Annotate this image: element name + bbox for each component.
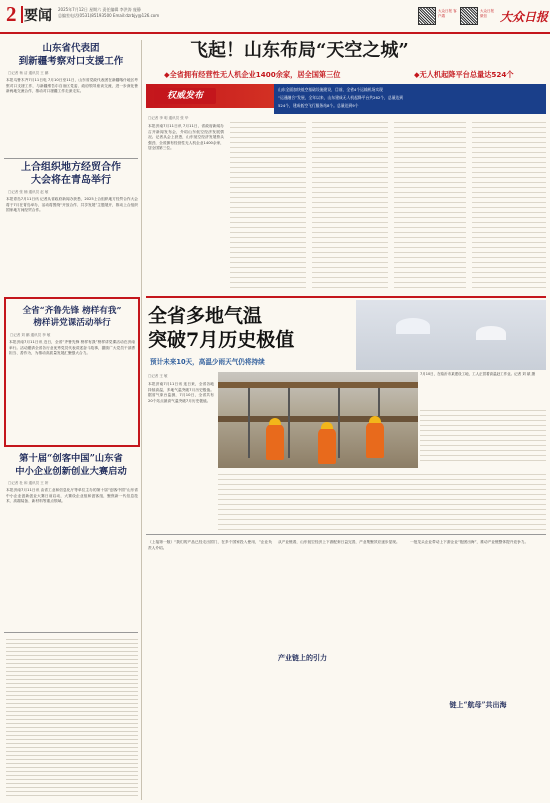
article-title-line: 中小企业创新创业大赛启动 bbox=[15, 466, 127, 477]
header-meta bbox=[58, 7, 258, 19]
construction-photo bbox=[218, 372, 418, 468]
bottom-body-col3 bbox=[410, 540, 546, 796]
article-title-line: 全省“齐鲁先锋 榜样有我” bbox=[22, 306, 122, 316]
diamond-bullet-icon: ◆ bbox=[164, 70, 170, 79]
weather-body-col3 bbox=[420, 406, 546, 464]
article-title-line: 山东省代表团 bbox=[42, 43, 100, 54]
umbrella-shape bbox=[396, 318, 430, 334]
photo-rebar bbox=[248, 388, 250, 458]
header-meta-line1: 2025年7月12日 星期六 责任编辑 李洪涛 庞静 bbox=[58, 7, 141, 12]
weather-subheadline: 预计未来10天，高温少雨天气仍将持续 bbox=[150, 358, 265, 366]
worker-figure bbox=[318, 428, 336, 464]
worker-helmet bbox=[369, 416, 381, 423]
article-lead: 本报青岛7月11日讯 记者从省政府新闻办获悉，2025上合组织地方经贸合作大会将于7月在青岛举办，活动将围绕“开放合作、共享发展”主题展开，推动上合组织国家地方间经贸合作。 bbox=[6, 197, 138, 213]
divider bbox=[146, 534, 546, 535]
article-title-line: 大会将在青岛举行 bbox=[31, 175, 111, 186]
article-title-pioneer[interactable] bbox=[6, 305, 138, 329]
article-lead: 从产业链看，山东低空经济上下游配套日益完善，产业集聚效应逐步显现。 bbox=[278, 540, 400, 544]
highlight-text bbox=[278, 86, 544, 110]
article-lead: 本报济南7月11日讯 近日，全省“齐鲁先锋 榜样有我”榜样讲党课活动在济南举行。活动邀请全省各行业优秀党员代表讲述奋斗故事，激励广大党员干部勇担当、善作为，为推动高质量发展汇聚强大合力。 bbox=[9, 340, 135, 356]
qr-code-app-icon[interactable] bbox=[418, 7, 436, 25]
article-title-line: 到新疆考察对口支援工作 bbox=[18, 56, 124, 67]
right-area bbox=[146, 38, 546, 800]
weather-photo bbox=[356, 300, 546, 370]
worker-figure bbox=[366, 422, 384, 458]
divider bbox=[4, 632, 138, 633]
section-title: 要闻 bbox=[24, 8, 52, 24]
article-byline: □记者 李 明 通讯员 张 华 bbox=[148, 116, 189, 120]
weather-body-col1 bbox=[148, 382, 214, 464]
article-body-col1 bbox=[148, 124, 224, 292]
worker-helmet bbox=[269, 418, 281, 425]
article-byline: □记者 张 楠 通讯员 赵 敏 bbox=[8, 190, 49, 194]
article-body-col2 bbox=[230, 118, 306, 292]
data-highlight-bar bbox=[274, 84, 546, 114]
header-meta-line2: 总编室电话(0531)85193500 Email:dzrbjy@126.com bbox=[58, 13, 160, 18]
headline-subtitle-1 bbox=[164, 70, 384, 80]
page-header bbox=[0, 0, 550, 34]
article-byline: □记者 刘 鹏 通讯员 李 敏 bbox=[10, 333, 51, 337]
article-title-xinjiang[interactable] bbox=[4, 42, 138, 68]
qr-code-wechat-icon[interactable] bbox=[460, 7, 478, 25]
highlight-line: 524个，建成低空飞行服务站8个。总量达到9个 bbox=[278, 103, 359, 108]
column-divider bbox=[141, 40, 142, 800]
section-divider bbox=[21, 6, 23, 23]
diamond-bullet-icon: ◆ bbox=[414, 70, 420, 79]
main-headline[interactable]: 飞起！山东布局“天空之城” bbox=[190, 40, 409, 61]
highlight-line: “运通融合”发展，全年以来，山东建成无人机起降平台共262个，总量达到 bbox=[278, 95, 404, 100]
bottom-body-col2 bbox=[278, 540, 404, 796]
article-body bbox=[6, 488, 138, 628]
headline-subtitle-2 bbox=[414, 70, 546, 80]
article-body-col5 bbox=[472, 118, 546, 292]
weather-headline-line: 突破7月历史极值 bbox=[148, 329, 295, 351]
photo-caption: 7月10日，在临沂市某建设工地，工人正冒着高温赶工作业。记者 刘 斌 摄 bbox=[420, 372, 536, 376]
article-lead: （上接第一版）“我们的产品已经走出国门，在多个国家投入使用，”企业负责人介绍。 bbox=[148, 540, 272, 550]
highlight-line: 山东全面加快低空基础设施建设，目前，全省4个运输机场实现 bbox=[278, 87, 383, 92]
subtitle-text: 无人机起降平台总量达524个 bbox=[419, 70, 514, 79]
article-body-col3 bbox=[312, 118, 388, 292]
article-body-col4 bbox=[394, 118, 466, 292]
article-lead: 本报济南7月11日讯 由省工业和信息化厅等单位主办的第十届“创客中国”山东省中小企业创新创业大赛日前启动，大赛设企业组和创客组，聚焦新一代信息技术、高端装备、新材料等重点领域。 bbox=[6, 488, 138, 504]
umbrella-shape bbox=[476, 326, 506, 340]
article-title-line: 上合组织地方经贸合作 bbox=[21, 162, 121, 173]
qr-code-wechat-label: 大众日报 微信 bbox=[480, 9, 494, 18]
article-byline: □记者 杜 和 通讯员 王 妍 bbox=[8, 481, 49, 485]
weather-headline[interactable] bbox=[148, 304, 368, 352]
photo-rebar bbox=[338, 388, 340, 458]
article-title-line: 第十届“创客中国”山东省 bbox=[19, 453, 123, 464]
article-lead: 本报济南7月11日讯 7月11日，省政府新闻办召开新闻发布会，介绍山东低空经济发展情况。记者从会上获悉，山东低空经济发展势头强劲，全省拥有经营性无人机企业1400余家，居全国第三位。 bbox=[148, 124, 224, 151]
continued-text-block bbox=[6, 636, 138, 796]
divider bbox=[4, 158, 138, 159]
article-title-line: 榜样讲党课活动举行 bbox=[33, 318, 111, 328]
worker-figure bbox=[266, 424, 284, 460]
qr-code-app-label: 大众日报 客户端 bbox=[438, 9, 457, 18]
article-body bbox=[6, 197, 138, 295]
article-title-maker-china[interactable] bbox=[4, 452, 138, 478]
article-body bbox=[6, 78, 138, 156]
bottom-body-col1 bbox=[148, 540, 272, 796]
newspaper-masthead: 大众日报 bbox=[500, 10, 549, 24]
chain-subheading: 链上“航母”共出海 bbox=[449, 700, 507, 709]
article-lead: 本报济南7月11日讯 连日来，全省各地持续高温，多地气温突破7月历史极值。据省气象台监测，7月10日，全省共有20个站点最高气温突破7月历史极值。 bbox=[148, 382, 214, 403]
article-title-sco[interactable] bbox=[4, 161, 138, 187]
weather-headline-line: 全省多地气温 bbox=[148, 305, 263, 327]
article-lead: 一批龙头企业带动上下游企业“抱团出海”，推动产业链整体提升竞争力。 bbox=[410, 540, 529, 544]
industry-subheading: 产业链上的引力 bbox=[278, 653, 327, 662]
article-byline: □记者 杨 洁 通讯员 王 鹏 bbox=[8, 71, 49, 75]
section-divider-red bbox=[146, 296, 546, 298]
highlighted-article-box bbox=[4, 297, 140, 447]
worker-helmet bbox=[321, 422, 333, 429]
article-body bbox=[9, 340, 135, 444]
article-byline: □记者 王 敏 bbox=[148, 374, 168, 378]
weather-body-continued bbox=[218, 470, 546, 530]
subtitle-text: 全省拥有经营性无人机企业1400余家，居全国第三位 bbox=[169, 70, 341, 79]
page-number: 2 bbox=[6, 2, 17, 26]
left-column bbox=[4, 40, 138, 800]
photo-rebar bbox=[288, 388, 290, 458]
article-lead: 本报乌鲁木齐7月11日电 7月10日至11日，山东省党政代表团在新疆喀什地区考察对口支援工作，与新疆维吾尔自治区党委、政府领导座谈交流，进一步深化鲁新两地交流合作，推动对口援疆工作走深走实。 bbox=[6, 78, 138, 94]
report-tag-badge: 权威发布 bbox=[154, 88, 216, 104]
